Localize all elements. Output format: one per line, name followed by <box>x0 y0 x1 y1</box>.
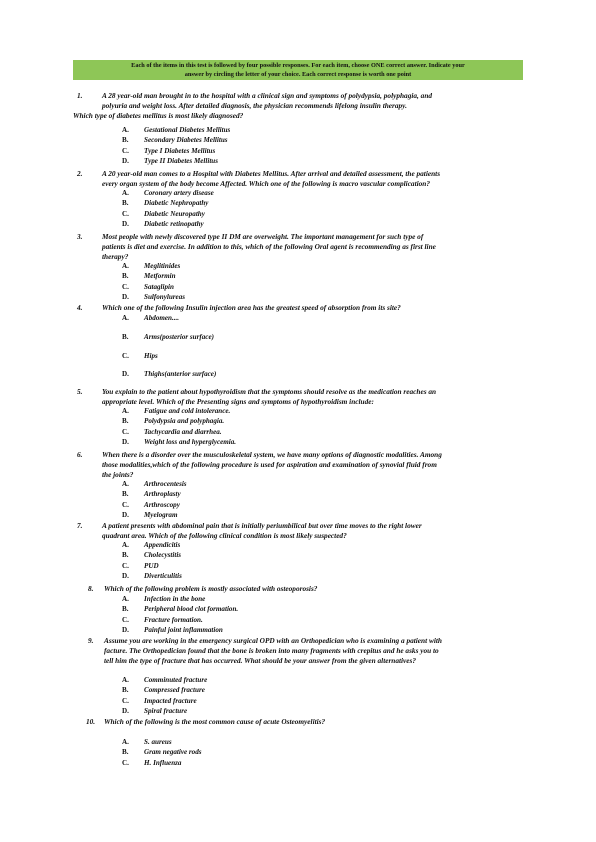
question-text-line: A 20 year-old man comes to a Hospital with Diabetes Mellitus. After arrival and detailed assessment, the patients <box>102 169 441 178</box>
option-letter: B. <box>122 748 129 757</box>
option-letter: C. <box>122 615 129 624</box>
option-text: Meglitinides <box>144 262 181 270</box>
question-text-line: the joints? <box>102 469 134 479</box>
option-letter: D. <box>122 156 129 165</box>
question-number: 10. <box>86 717 96 726</box>
question-text-line: You explain to the patient about hypothyroidism that the symptoms should resolve as the medication reaches an <box>102 387 437 396</box>
option-letter: A. <box>122 314 129 322</box>
question-text-line: quadrant area. Which of the following clinical condition is most likely suspected? <box>102 530 347 540</box>
question-text-line: A 28 year-old man brought in to the hospital with a clinical sign and symptoms of polydypsia, polyphagia, and <box>102 91 433 100</box>
option-text: Arthroscopy <box>144 500 180 509</box>
question-number: 2. <box>77 169 83 178</box>
option-text: Compressed fracture <box>144 686 205 695</box>
question-number: 3. <box>77 232 83 241</box>
option-letter: D. <box>122 219 129 228</box>
question-text-line: Assume you are working in the emergency surgical OPD with an Orthopedician who is examining a patient with <box>104 636 442 645</box>
option-letter: A. <box>122 189 129 197</box>
question-text-line: tell him the type of fracture that has occurred. What should be your answer from the given alternatives? <box>104 655 417 665</box>
question-text-line: every organ system of the body become Affected. Which one of the following is macro vascular complication? <box>102 178 430 188</box>
question-text-line: Which of the following problem is mostly associated with osteoporosis? <box>104 584 318 593</box>
question-text-line: Which of the following is the most common cause of acute Osteomyelitis? <box>104 717 326 726</box>
option-text: Spiral fracture <box>144 706 188 715</box>
option-letter: B. <box>122 490 129 499</box>
option-text: Painful joint inflammation <box>144 625 223 634</box>
option-text: Peripheral blood clot formation. <box>144 605 239 614</box>
option-text: H. Influenza <box>144 758 182 767</box>
option-letter: B. <box>122 551 129 560</box>
option-text: Gram negative rods <box>144 748 202 757</box>
option-letter: A. <box>122 676 129 684</box>
instructions-line-2: answer by circling the letter of your choice. Each correct response is worth one point <box>184 71 412 78</box>
option-letter: C. <box>122 427 129 436</box>
question-text-line: Which one of the following Insulin injection area has the greatest speed of absorption from its site? <box>102 303 401 312</box>
question-text-line: When there is a disorder over the musculoskeletal system, we have many options of diagnostic modalities. Among <box>102 450 442 459</box>
option-letter: A. <box>122 738 129 746</box>
option-text: Hips <box>144 351 158 360</box>
option-text: Impacted fracture <box>144 696 197 705</box>
option-text: Diabetic Neuropathy <box>144 209 205 218</box>
option-letter: D. <box>122 370 129 379</box>
question-text-line: those modalities,which of the following procedure is used for aspiration and examination of synovial fluid from <box>102 459 437 469</box>
option-text: S. aureus <box>144 738 172 746</box>
option-letter: D. <box>122 437 129 446</box>
option-text: Comminuted fracture <box>144 676 208 684</box>
option-letter: B. <box>122 272 129 281</box>
option-letter: A. <box>122 126 129 134</box>
question-text-line: appropriate level. Which of the Presenting signs and symptoms of hypothyroidism include: <box>102 396 374 406</box>
option-text: Cholecystitis <box>144 551 182 560</box>
option-letter: A. <box>122 407 129 415</box>
question-text-line: patients is diet and exercise. In addition to this, which of the following Oral agent is recommending as first line <box>102 241 436 251</box>
option-letter: A. <box>122 262 129 270</box>
option-letter: B. <box>122 332 129 341</box>
question-number: 4. <box>77 303 83 312</box>
option-text: Diabetic Nephropathy <box>144 199 209 208</box>
option-text: Type I Diabetes Mellitus <box>144 146 216 155</box>
option-text: Tachycardia and diarrhea. <box>144 427 222 436</box>
option-text: Type II Diabetes Mellitus <box>144 156 219 165</box>
option-letter: D. <box>122 706 129 715</box>
option-letter: A. <box>122 541 129 549</box>
option-text: Secondary Diabetes Mellitus <box>144 136 228 145</box>
question-number: 6. <box>77 450 83 459</box>
option-text: Sulfonylureas <box>144 292 185 301</box>
option-text: PUD <box>144 561 159 570</box>
question-number: 5. <box>77 387 83 396</box>
option-text: Coronary artery disease <box>144 189 214 197</box>
option-letter: D. <box>122 625 129 634</box>
question-text-line: A patient presents with abdominal pain that is initially periumbilical but over time moves to the right lower <box>102 521 422 530</box>
option-letter: B. <box>122 605 129 614</box>
option-text: Arthroplasty <box>144 490 181 499</box>
question-number: 1. <box>77 91 83 100</box>
question-number: 9. <box>88 636 94 645</box>
option-text: Fatigue and cold intolerance. <box>144 407 231 415</box>
option-letter: C. <box>122 696 129 705</box>
question-text-line: polyuria and weight loss. After detailed diagnosis, the physician recommends lifelong insulin therapy. <box>102 100 407 110</box>
question-text-line: facture. The Orthopedician found that the bone is broken into many fragments with crepitus and he asks you to <box>104 645 439 655</box>
option-text: Thighs(anterior surface) <box>144 370 217 379</box>
question-text-line: therapy? <box>102 251 129 261</box>
option-letter: C. <box>122 758 129 767</box>
option-letter: D. <box>122 510 129 519</box>
option-text: Infection in the bone <box>144 595 206 603</box>
option-letter: B. <box>122 686 129 695</box>
option-text: Arms(posterior surface) <box>144 332 214 341</box>
question-text-line: Which type of diabetes mellitus is most likely diagnosed? <box>73 110 244 120</box>
instructions-line-1: Each of the items in this test is followed by four possible responses. For each item, choose ONE correct answer. Indicate your <box>131 62 465 69</box>
option-text: Diverticulitis <box>144 571 182 580</box>
option-text: Polydypsia and polyphagia. <box>144 417 225 426</box>
option-text: Diabetic retinopathy <box>144 219 204 228</box>
option-letter: B. <box>122 417 129 426</box>
option-letter: C. <box>122 282 129 291</box>
option-letter: D. <box>122 571 129 580</box>
question-text-line: Most people with newly discovered type II DM are overweight. The important management for such type of <box>102 232 424 241</box>
option-text: Myelogram <box>144 510 178 519</box>
question-number: 8. <box>88 584 94 593</box>
option-text: Abdomen.... <box>144 314 180 322</box>
option-text: Appendicitis <box>144 541 181 549</box>
option-letter: C. <box>122 146 129 155</box>
option-letter: B. <box>122 136 129 145</box>
option-letter: A. <box>122 480 129 488</box>
question-number: 7. <box>77 521 83 530</box>
option-letter: C. <box>122 209 129 218</box>
option-letter: C. <box>122 500 129 509</box>
option-text: Fracture formation. <box>144 615 203 624</box>
option-text: Gestational Diabetes Mellitus <box>144 126 231 134</box>
option-letter: C. <box>122 561 129 570</box>
option-text: Arthrocentesis <box>144 480 187 488</box>
option-letter: B. <box>122 199 129 208</box>
option-letter: D. <box>122 292 129 301</box>
option-text: Weight loss and hyperglycemia. <box>144 437 237 446</box>
option-letter: C. <box>122 351 129 360</box>
instructions-banner <box>73 60 523 80</box>
option-text: Metformin <box>144 272 176 281</box>
option-text: Sataglipin <box>144 282 174 291</box>
option-letter: A. <box>122 595 129 603</box>
